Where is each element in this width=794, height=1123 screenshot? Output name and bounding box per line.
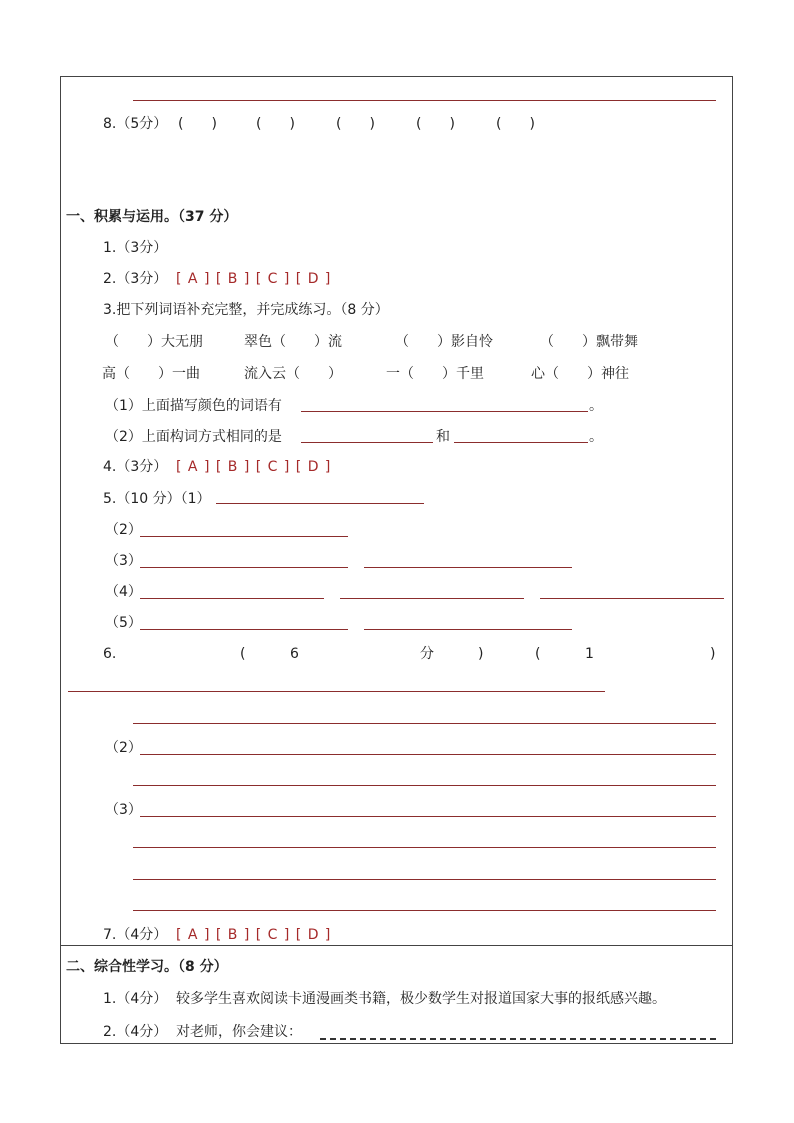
answer-line[interactable] [320,1038,716,1040]
answer-line[interactable] [364,629,572,630]
q7-label: 7.（4分） [103,927,168,943]
q8-blank-5[interactable]: ( ) [496,116,535,132]
q1-label: 1.（3分） [103,240,168,256]
q8-label: 8.（5分） [103,116,168,132]
q3-word-5: 高（ ）一曲 [102,366,200,382]
q3-word-8: 心（ ）神往 [531,366,629,382]
answer-line [133,100,716,101]
q3-word-3: （ ）影自怜 [395,334,493,350]
q8-blank-4[interactable]: ( ) [416,116,455,132]
s2q1-label: 1.（4分） [103,991,168,1007]
q3-sub2-prefix: （2）上面构词方式相同的是 [105,429,282,445]
q4-label: 4.（3分） [103,459,168,475]
q3-word-2: 翠色（ ）流 [244,334,342,350]
section-divider [61,945,732,946]
q8-blank-2[interactable]: ( ) [256,116,295,132]
q7-options[interactable]: [ A ] [ B ] [ C ] [ D ] [176,927,332,943]
q6-label-paren-close: ) [478,646,484,662]
q3-word-1: （ ）大无朋 [105,334,203,350]
q5-sub-5: （5） [105,615,142,631]
q3-word-6: 流入云（ ） [244,366,342,382]
q3-sub1-prefix: （1）上面描写颜色的词语有 [105,398,282,414]
q5-sub-3: （3） [105,553,142,569]
q5-label: 5.（10 分）（1） [103,491,211,507]
q6-sub-3: （3） [105,802,142,818]
q2-options[interactable]: [ A ] [ B ] [ C ] [ D ] [176,271,332,287]
q6-sub1-num: 1 [585,646,594,662]
q2-label: 2.（3分） [103,271,168,287]
answer-line[interactable] [133,723,716,724]
q3-sub2-suffix: 。 [589,429,603,445]
q4-options[interactable]: [ A ] [ B ] [ C ] [ D ] [176,459,332,475]
q5-sub-4: （4） [105,584,142,600]
q6-label-score: 6 [290,646,299,662]
q3-word-4: （ ）飘带舞 [540,334,638,350]
q6-label-fen: 分 [420,646,434,662]
answer-line[interactable] [140,754,716,755]
answer-line[interactable] [140,816,716,817]
answer-line[interactable] [364,567,572,568]
s2q1-text: 较多学生喜欢阅读卡通漫画类书籍，极少数学生对报道国家大事的报纸感兴趣。 [176,991,666,1007]
answer-line[interactable] [301,442,433,443]
q3-sub2-mid: 和 [436,429,450,445]
q3-label: 3.把下列词语补充完整，并完成练习。（8 分） [103,302,389,318]
q6-label-num: 6. [103,646,117,662]
answer-line[interactable] [340,598,524,599]
answer-line[interactable] [540,598,724,599]
answer-line[interactable] [216,503,424,504]
answer-line[interactable] [140,598,324,599]
answer-line[interactable] [133,910,716,911]
q6-sub-2: （2） [105,740,142,756]
s2q2-label: 2.（4分） [103,1024,168,1040]
s2q2-text: 对老师，你会建议： [176,1024,302,1040]
answer-line[interactable] [301,411,588,412]
q3-sub1-suffix: 。 [589,398,603,414]
answer-line[interactable] [140,567,348,568]
q8-blank-1[interactable]: ( ) [178,116,217,132]
section1-title: 一、积累与运用。（37 分） [66,209,238,225]
answer-line[interactable] [133,785,716,786]
answer-line[interactable] [133,879,716,880]
answer-line[interactable] [454,442,588,443]
answer-line[interactable] [140,629,348,630]
answer-line[interactable] [140,536,348,537]
q6-sub1-paren-open: ( [535,646,541,662]
answer-line[interactable] [133,847,716,848]
q8-blank-3[interactable]: ( ) [336,116,375,132]
section2-title: 二、综合性学习。（8 分） [66,959,228,975]
answer-line[interactable] [68,691,605,692]
q6-sub1-paren-close: ) [710,646,716,662]
q3-word-7: 一（ ）千里 [386,366,484,382]
q6-label-paren-open: ( [240,646,246,662]
q5-sub-2: （2） [105,522,142,538]
